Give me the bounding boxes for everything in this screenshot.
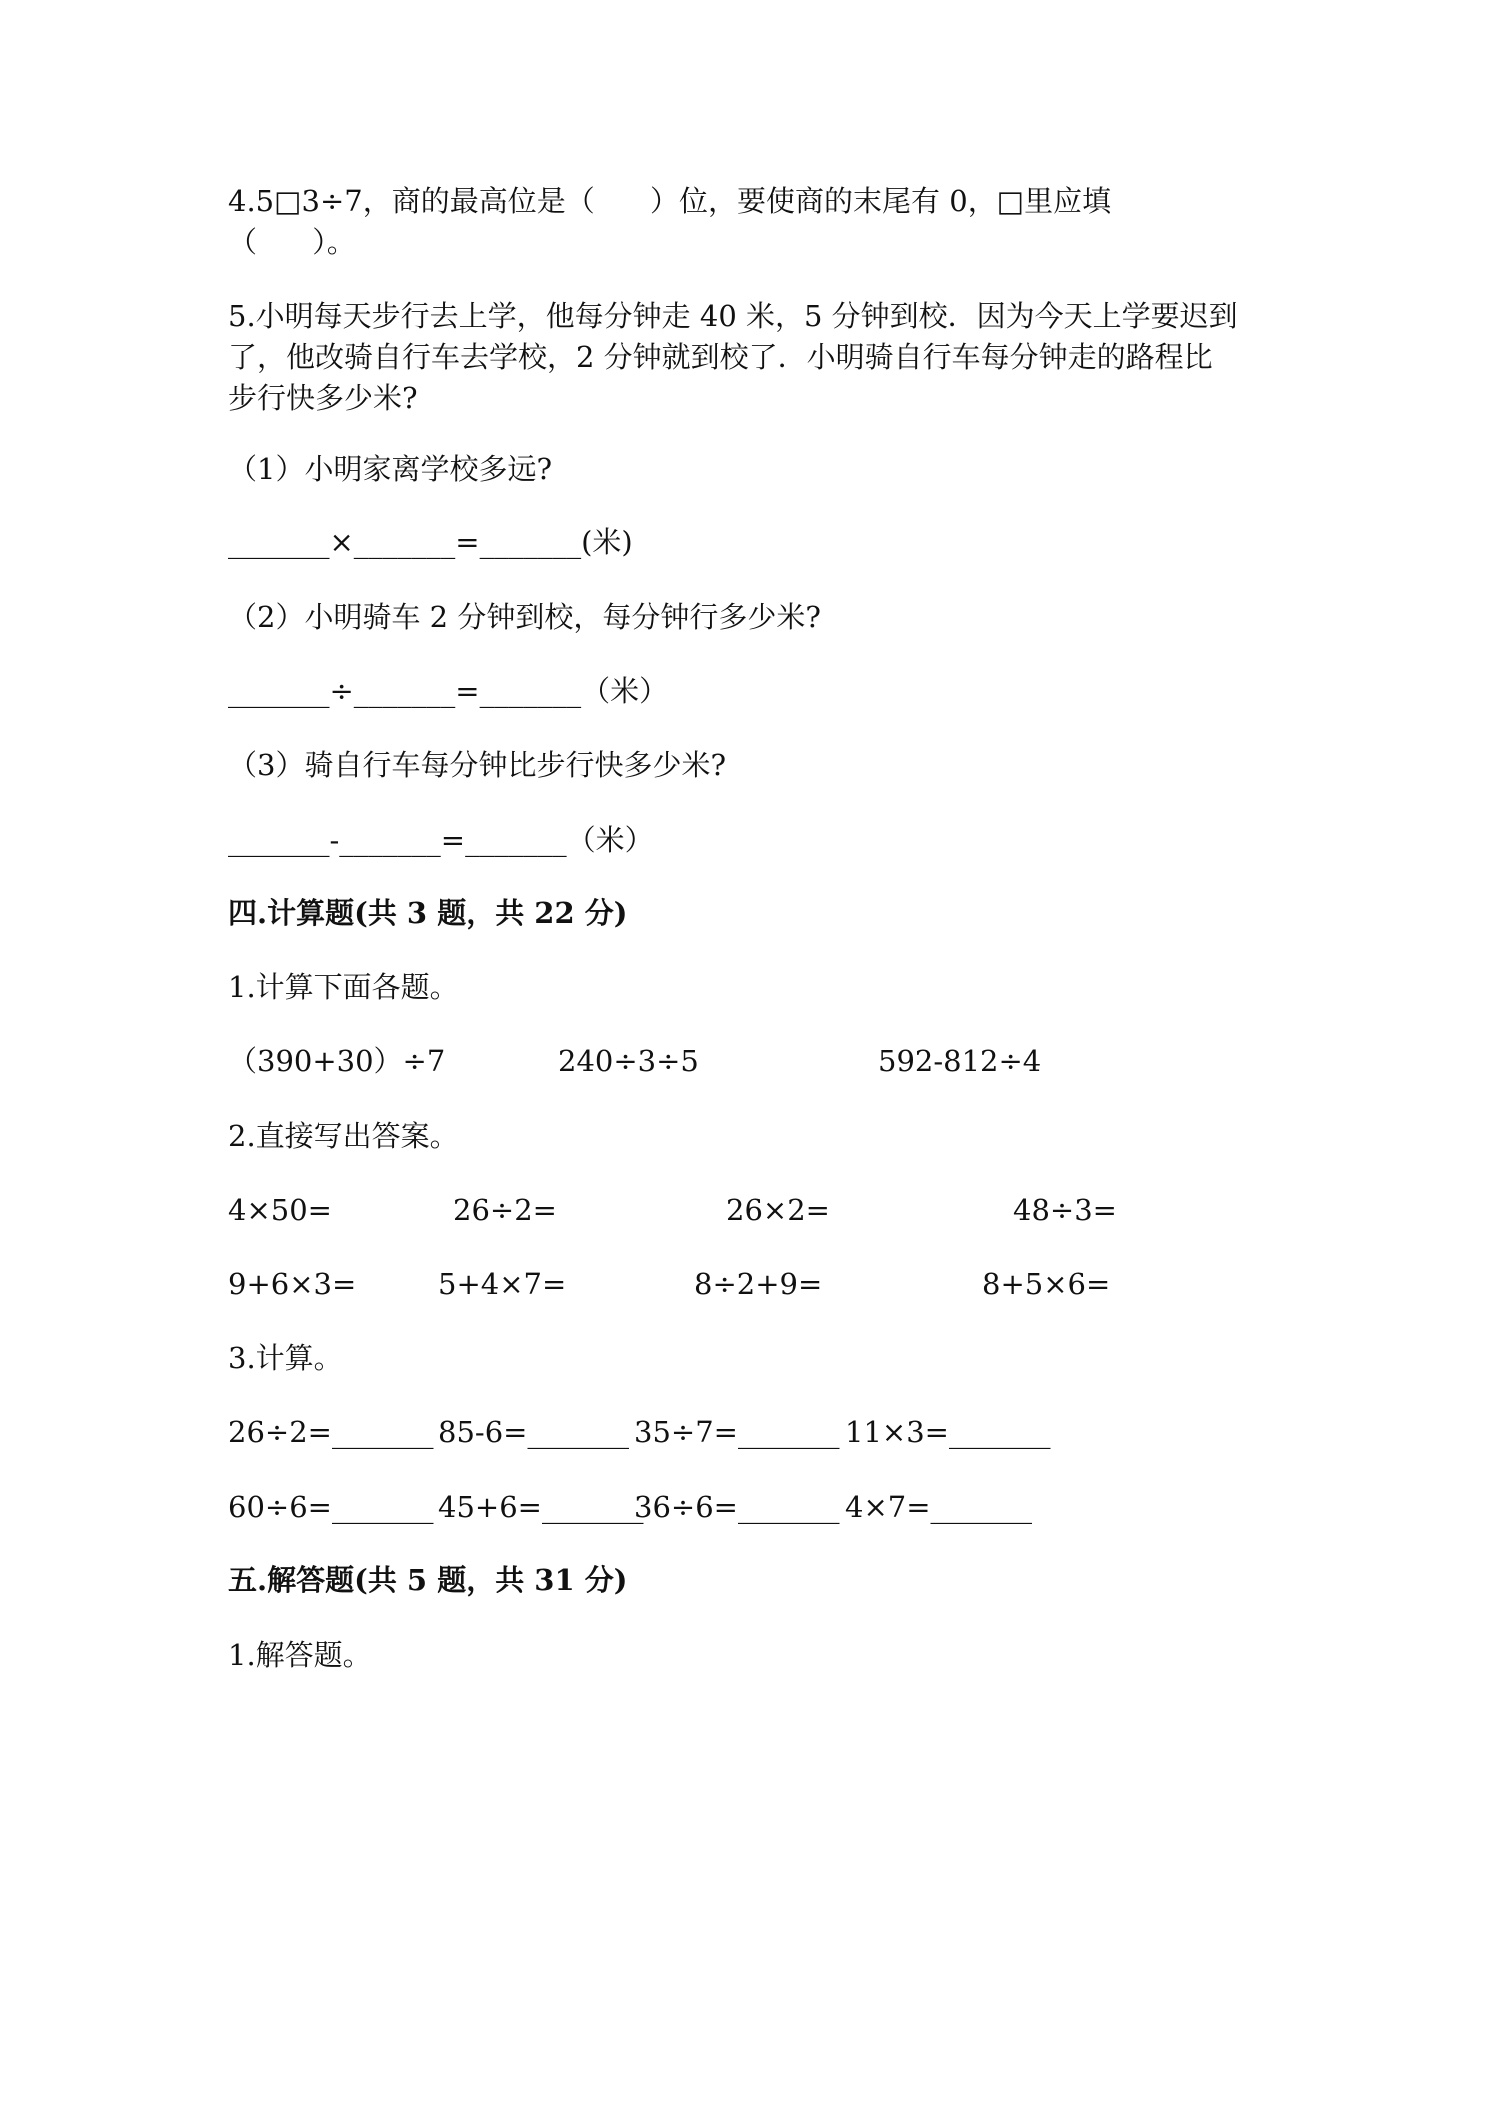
s4-q1-item: 592-812÷4 bbox=[878, 1044, 1042, 1078]
q5-sub1: （1）小明家离学校多远? bbox=[228, 452, 552, 486]
s4-q3-label: 3.计算。 bbox=[228, 1341, 343, 1375]
q5-sub2: （2）小明骑车 2 分钟到校，每分钟行多少米? bbox=[228, 600, 821, 634]
s4-q3-item: 35÷7=_______ bbox=[634, 1415, 840, 1449]
q4-line2: （ ）。 bbox=[228, 225, 356, 259]
s4-q1-item: 240÷3÷5 bbox=[558, 1044, 699, 1078]
s4-q3-item: 11×3=_______ bbox=[845, 1415, 1051, 1449]
q5-eq1: _______×_______=_______(米) bbox=[228, 525, 633, 559]
s4-q3-item: 85-6=_______ bbox=[438, 1415, 629, 1449]
s4-q1-item: （390+30）÷7 bbox=[228, 1044, 446, 1078]
s4-q3-item: 26÷2=_______ bbox=[228, 1415, 434, 1449]
s4-q1-label: 1.计算下面各题。 bbox=[228, 970, 459, 1004]
s4-q3-item: 4×7=_______ bbox=[845, 1490, 1032, 1524]
s4-q3-item: 36÷6=_______ bbox=[634, 1490, 840, 1524]
s4-q2-item: 48÷3= bbox=[1013, 1193, 1117, 1227]
s4-q3-item: 60÷6=_______ bbox=[228, 1490, 434, 1524]
q4-line1: 4.5□3÷7，商的最高位是（ ）位，要使商的末尾有 0，□里应填 bbox=[228, 184, 1112, 218]
s5-q1-label: 1.解答题。 bbox=[228, 1638, 372, 1672]
s4-q2-item: 8+5×6= bbox=[982, 1267, 1111, 1301]
q5-sub3: （3）骑自行车每分钟比步行快多少米? bbox=[228, 748, 726, 782]
q5-line2: 了，他改骑自行车去学校，2 分钟就到校了．小明骑自行车每分钟走的路程比 bbox=[228, 340, 1213, 374]
section4-title: 四.计算题(共 3 题，共 22 分) bbox=[228, 896, 628, 930]
s4-q2-item: 5+4×7= bbox=[438, 1267, 567, 1301]
s4-q2-item: 8÷2+9= bbox=[694, 1267, 823, 1301]
s4-q2-item: 4×50= bbox=[228, 1193, 332, 1227]
s4-q3-item: 45+6=_______ bbox=[438, 1490, 644, 1524]
q5-eq3: _______-_______=_______（米） bbox=[228, 823, 654, 857]
q5-line3: 步行快多少米? bbox=[228, 381, 418, 415]
q5-line1: 5.小明每天步行去上学，他每分钟走 40 米，5 分钟到校．因为今天上学要迟到 bbox=[228, 299, 1238, 333]
s4-q2-item: 26×2= bbox=[726, 1193, 830, 1227]
s4-q2-label: 2.直接写出答案。 bbox=[228, 1119, 459, 1153]
s4-q2-item: 9+6×3= bbox=[228, 1267, 357, 1301]
q5-eq2: _______÷_______=_______（米） bbox=[228, 674, 669, 708]
section5-title: 五.解答题(共 5 题，共 31 分) bbox=[228, 1563, 628, 1597]
s4-q2-item: 26÷2= bbox=[453, 1193, 557, 1227]
